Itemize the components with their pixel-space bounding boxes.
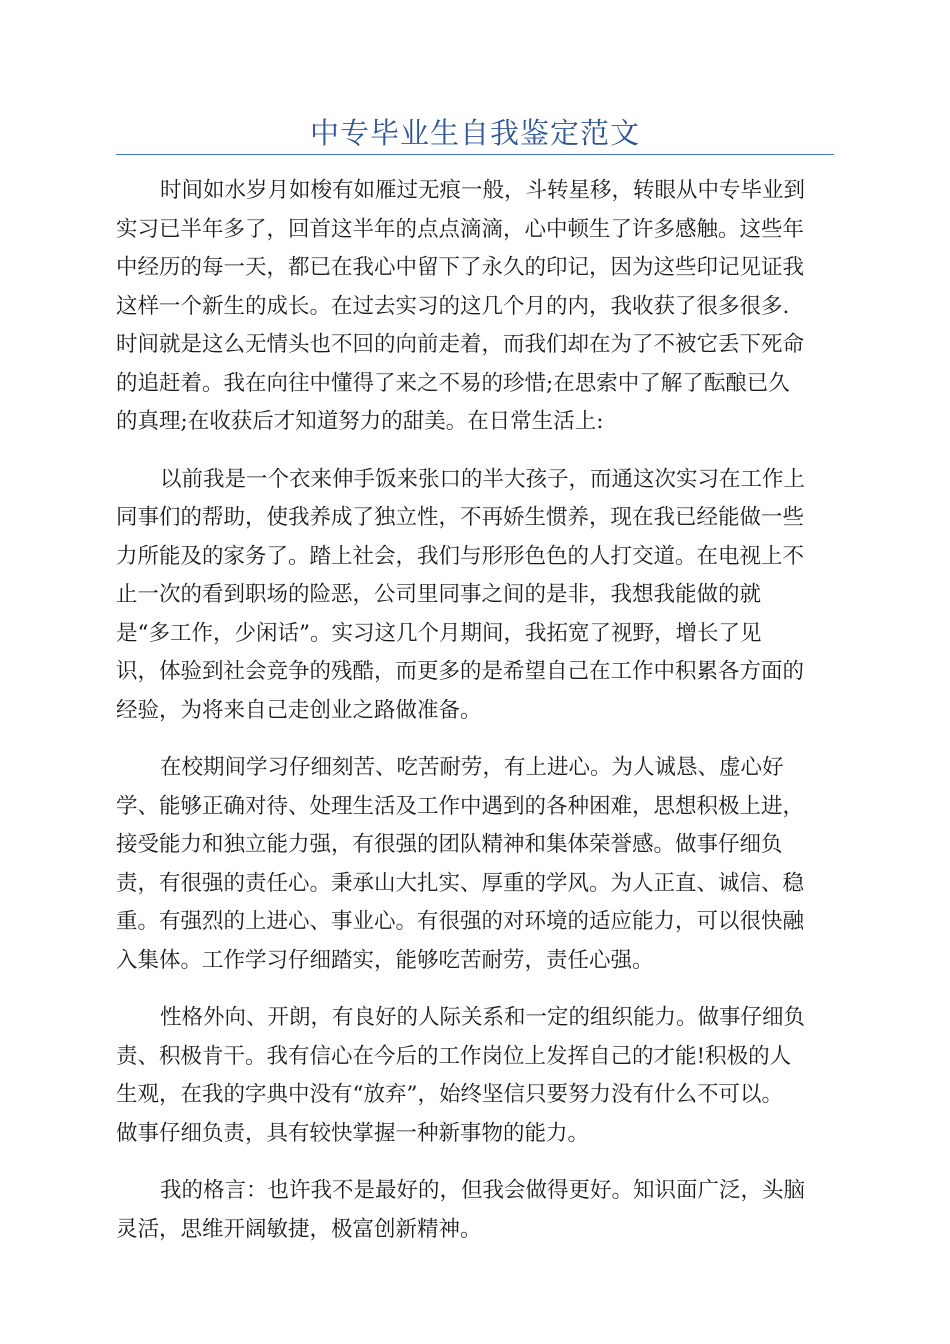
text-line: 学、能够正确对待、处理生活及工作中遇到的各种困难，思想积极上进，: [116, 793, 805, 819]
text-line: 在校期间学习仔细刻苦、吃苦耐劳，有上进心。为人诚恳、虚心好: [160, 755, 784, 780]
text-line: 入集体。工作学习仔细踏实，能够吃苦耐劳，责任心强。: [116, 947, 654, 973]
text-line: 识，体验到社会竞争的残酷，而更多的是希望自己在工作中积累各方面的: [116, 659, 805, 684]
text-line: 经验，为将来自己走创业之路做准备。: [116, 697, 482, 723]
text-line: 力所能及的家务了。踏上社会，我们与形形色色的人打交道。在电视上不: [116, 543, 805, 569]
text-line: 接受能力和独立能力强，有很强的团队精神和集体荣誉感。做事仔细负: [116, 832, 783, 857]
text-line: 责、积极肯干。我有信心在今后的工作岗位上发挥自己的才能!积极的人: [116, 1043, 792, 1069]
text-line: 生观，在我的字典中没有“放弃”，始终坚信只要努力没有什么不可以。: [116, 1082, 783, 1107]
text-line: 以前我是一个衣来伸手饭来张口的半大孩子，而通这次实习在工作上: [160, 466, 806, 492]
text-line: 重。有强烈的上进心、事业心。有很强的对环境的适应能力，可以很快融: [116, 909, 805, 934]
document-title: 中专毕业生自我鉴定范文: [309, 116, 640, 150]
text-line: 是“多工作，少闲话”。实习这几个月期间，我拓宽了视野，增长了见: [116, 620, 762, 646]
text-line: 责，有很强的责任心。秉承山大扎实、厚重的学风。为人正直、诚信、稳: [116, 870, 805, 896]
paragraph-2: [116, 461, 834, 731]
text-line: 时间如水岁月如梭有如雁过无痕一般，斗转星移，转眼从中专毕业到: [160, 178, 806, 203]
paragraph-3: [116, 749, 834, 980]
text-line: 时间就是这么无情头也不回的向前走着，而我们却在为了不被它丢下死命: [116, 332, 805, 357]
text-line: 止一次的看到职场的险恶，公司里同事之间的是非，我想我能做的就: [116, 582, 762, 607]
text-line: 做事仔细负责，具有较快掌握一种新事物的能力。: [116, 1120, 590, 1146]
text-line: 这样一个新生的成长。在过去实习的这几个月的内，我收获了很多很多.: [116, 293, 790, 319]
paragraph-4: [116, 999, 834, 1153]
text-line: 的追赶着。我在向往中懂得了来之不易的珍惜;在思索中了解了酝酿已久: [116, 370, 790, 396]
paragraph-5: [116, 1172, 834, 1249]
document-body: [116, 172, 834, 1268]
text-line: 性格外向、开朗，有良好的人际关系和一定的组织能力。做事仔细负: [160, 1005, 806, 1030]
text-line: 的真理;在收获后才知道努力的甜美。在日常生活上:: [116, 409, 604, 434]
text-line: 中经历的每一天，都已在我心中留下了永久的印记，因为这些印记见证我: [116, 255, 805, 280]
text-line: 实习已半年多了，回首这半年的点点滴滴，心中顿生了许多感触。这些年: [116, 216, 805, 242]
text-line: 灵活，思维开阔敏捷，极富创新精神。: [116, 1216, 482, 1242]
text-line: 我的格言：也许我不是最好的，但我会做得更好。知识面广泛，头脑: [160, 1178, 806, 1203]
title-underline: [116, 154, 834, 155]
paragraph-1: [116, 172, 834, 442]
text-line: 同事们的帮助，使我养成了独立性，不再娇生惯养，现在我已经能做一些: [116, 505, 805, 530]
